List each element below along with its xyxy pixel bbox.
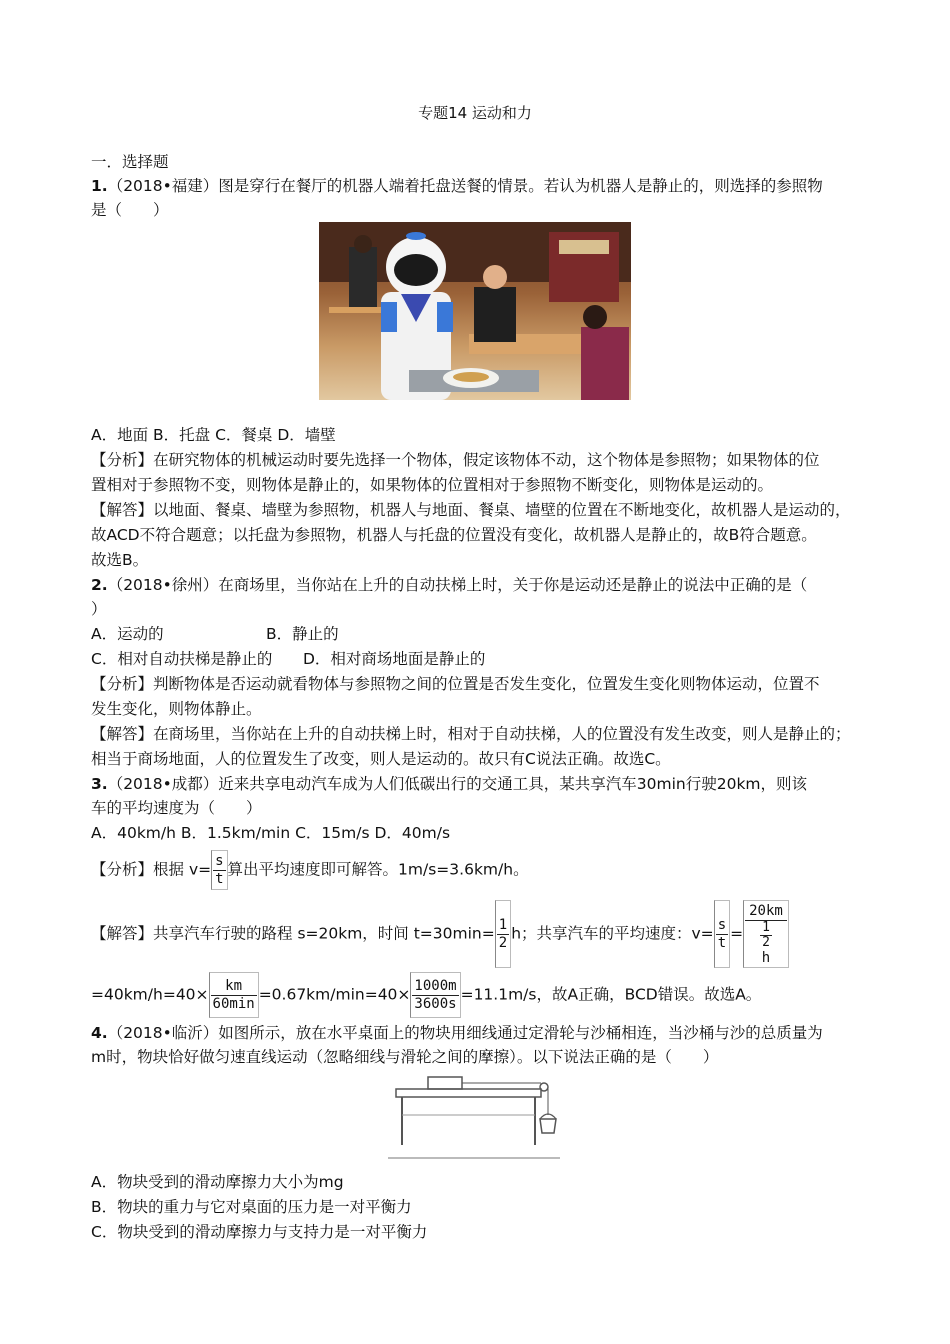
q3-answer-text-b: h；共享汽车的平均速度：v= [511, 924, 714, 943]
q2-stem-line2: ） [91, 600, 107, 618]
q3-fraction-s-over-t [211, 850, 227, 890]
fraction-denominator: t [717, 935, 727, 951]
q3-fraction-1000m-over-3600s [410, 972, 460, 1018]
q3-fraction-s-over-t-2 [714, 900, 730, 968]
robot-restaurant-photo [319, 222, 631, 400]
q2-answer-tag: 【解答】 [91, 725, 154, 743]
q4-option-c: C．物块受到的滑动摩擦力与支持力是一对平衡力 [91, 1223, 428, 1241]
q1-stem-line1 [91, 174, 871, 198]
q1-analysis-tag: 【分析】 [91, 451, 154, 469]
fraction-denominator: 3600s [414, 996, 457, 1012]
q3-stem-line1 [91, 772, 871, 796]
pulley-table-diagram [388, 1075, 560, 1159]
fraction-denominator: t [215, 871, 224, 887]
q2-option-d: D．相对商场地面是静止的 [303, 650, 486, 668]
fraction-numerator: s [215, 853, 224, 869]
inner-denominator: 2 [762, 934, 770, 950]
q3-answer-text-d: =0.67km/min=40× [258, 985, 411, 1004]
q2-stem-line1 [91, 573, 871, 597]
q2-options-row2 [91, 647, 871, 671]
q2-option-c: C．相对自动扶梯是静止的 [91, 650, 273, 668]
q3-analysis-line [91, 850, 871, 890]
q4-number: 4. [91, 1024, 108, 1042]
q2-answer-line1 [91, 722, 871, 746]
q2-answer-text: 在商场里，当你站在上升的自动扶梯上时，相对于自动扶梯，人的位置没有发生改变，则人是静止的； [153, 725, 851, 743]
q1-answer-tag: 【解答】 [91, 501, 154, 519]
q3-answer-text-a: 共享汽车行驶的路程 s=20km，时间 t=30min= [153, 924, 495, 943]
fraction-numerator: 20km [745, 903, 787, 921]
q2-option-b: B．静止的 [266, 625, 339, 643]
fraction-denominator: 2 [498, 935, 508, 951]
q2-analysis-tag: 【分析】 [91, 675, 154, 693]
q2-analysis-line1 [91, 672, 871, 696]
pulley-diagram-svg [388, 1075, 560, 1159]
robot-photo-illustration [319, 222, 631, 400]
q1-stem-line2: 是（ ） [91, 201, 169, 219]
q1-analysis-line2: 置相对于参照物不变，则物体是静止的，如果物体的位置相对于参照物不断变化，则物体是运动的。 [91, 476, 774, 494]
q1-stem-text: （2018•福建）图是穿行在餐厅的机器人端着托盘送餐的情景。若认为机器人是静止的，则选择的参照物 [107, 177, 823, 195]
q4-option-b: B．物块的重力与它对桌面的压力是一对平衡力 [91, 1198, 412, 1216]
q2-answer-line2: 相当于商场地面，人的位置发生了改变，则人是运动的。故只有C说法正确。故选C。 [91, 750, 671, 768]
q3-stem-line2: 车的平均速度为（ ） [91, 799, 262, 817]
fraction-numerator: 1 [498, 917, 508, 933]
q3-number: 3. [91, 775, 108, 793]
q3-answer-text-e: =11.1m/s，故A正确，BCD错误。故选A。 [460, 985, 762, 1004]
section-heading: 一．选择题 [91, 153, 169, 171]
q2-stem-text: （2018•徐州）在商场里，当你站在上升的自动扶梯上时，关于你是运动还是静止的说法中正确的是（ [107, 576, 808, 594]
q1-number: 1. [91, 177, 108, 195]
q3-answer-tag: 【解答】 [91, 924, 154, 943]
q4-option-a: A．物块受到的滑动摩擦力大小为mg [91, 1173, 344, 1191]
q2-number: 2. [91, 576, 108, 594]
q4-stem-text: （2018•临沂）如图所示，放在水平桌面上的物块用细线通过定滑轮与沙桶相连，当沙桶与沙的总质量为 [107, 1024, 823, 1042]
unit-h: h [761, 949, 771, 966]
q1-answer-line3: 故选B。 [91, 551, 149, 569]
q2-options-row1 [91, 622, 871, 646]
q3-answer-text-c: =40km/h=40× [91, 985, 209, 1004]
q1-answer-line1 [91, 498, 871, 522]
q3-answer-line1: 【解答】共享汽车行驶的路程 s=20km，时间 t=30min= $\frac{1}{2}$ h；共享汽车的平均速度：v= $\frac{s}{t}$ = 20km $\frac{1}{2}$ h [91, 900, 871, 966]
fraction-numerator: s [717, 917, 727, 933]
q3-options: A．40km/h B．1.5km/min C．15m/s D．40m/s [91, 824, 451, 842]
fraction-denominator-compound [745, 921, 787, 967]
q1-analysis-text: 在研究物体的机械运动时要先选择一个物体，假定该物体不动，这个物体是参照物；如果物体的位 [153, 451, 820, 469]
q3-analysis-text: 算出平均速度即可解答。1m/s=3.6km/h。 [227, 860, 529, 879]
q3-stem-text: （2018•成都）近来共享电动汽车成为人们低碳出行的交通工具，某共享汽车30min行驶20km，则该 [107, 775, 808, 793]
q1-options: A．地面 B．托盘 C．餐桌 D．墙壁 [91, 426, 336, 444]
q1-answer-text: 以地面、餐桌、墙壁为参照物，机器人与地面、餐桌、墙壁的位置在不断地变化，故机器人是运动的， [153, 501, 851, 519]
q3-fraction-km-over-60min [209, 972, 259, 1018]
q1-answer-line2: 故ACD不符合题意；以托盘为参照物，机器人与托盘的位置没有变化，故机器人是静止的，故B符合题意。 [91, 526, 817, 544]
fraction-numerator: 1000m [414, 978, 457, 994]
inner-numerator: 1 [762, 919, 770, 935]
q2-option-a: A．运动的 [91, 625, 164, 643]
page-title: 专题14 运动和力 [418, 104, 532, 122]
fraction-denominator: 60min [212, 996, 255, 1012]
q3-fraction-20km-over-half-h [743, 900, 789, 968]
q3-analysis-formula-prefix: 根据 v= [153, 860, 212, 879]
q2-analysis-line2: 发生变化，则物体静止。 [91, 700, 262, 718]
q4-stem-line1 [91, 1021, 871, 1045]
q3-fraction-one-half [495, 900, 511, 968]
fraction-numerator: km [211, 978, 257, 996]
q3-answer-line2 [91, 972, 871, 1018]
q1-analysis-line1 [91, 448, 871, 472]
q4-stem-line2: m时，物块恰好做匀速直线运动（忽略细线与滑轮之间的摩擦）。以下说法正确的是（ ） [91, 1048, 719, 1066]
q2-analysis-text: 判断物体是否运动就看物体与参照物之间的位置是否发生变化，位置发生变化则物体运动，位置不 [153, 675, 820, 693]
q3-analysis-tag: 【分析】 [91, 860, 154, 879]
